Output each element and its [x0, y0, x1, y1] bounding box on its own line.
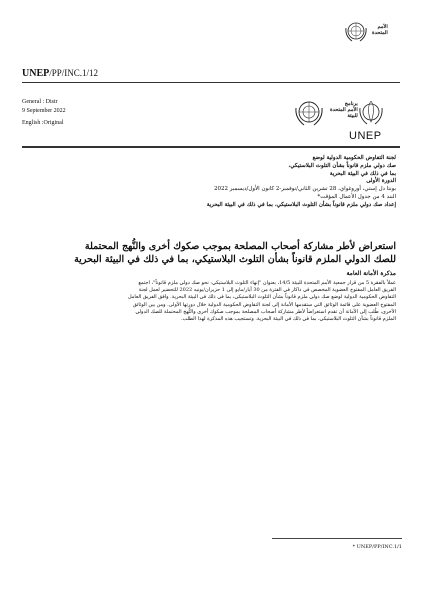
footnote-rule	[272, 538, 402, 539]
header-rule	[22, 82, 400, 83]
document-title	[26, 240, 396, 266]
body-line: التفاوض الحكومية الدولية لوضع صك دولي ملزم قانوناً بشأن التلوث البلاستيكي، بما في ذلك في البيئة البحرية. وافق الفريق العامل	[127, 294, 396, 301]
section-rule	[22, 146, 400, 148]
un-emblem-icon	[293, 98, 325, 128]
body-line: الفريق العامل المفتوح العضوية المخصص في داكار في الفترة من 30 أيار/مايو إلى 1 حزيران/يونيه 2022 للتحضير لعمل لجنة	[138, 287, 396, 294]
body-line: عملاً بالفقرة 5 من قرار جمعية الأمم المتحدة للبيئة 14/5، بعنوان "إنهاء التلوث البلاستيكي: نحو صك دولي ملزم قانوناً"، اجتمع	[138, 280, 396, 286]
distribution-line: General : Distr	[22, 99, 58, 105]
unep-arabic-name	[330, 101, 358, 119]
committee-line: بما في ذلك في البيئة البحرية	[329, 170, 396, 177]
unep-wordmark: UNEP	[349, 130, 382, 142]
unep-logo-icon	[356, 98, 386, 128]
distribution-line: 9 September 2022	[22, 107, 66, 114]
unep-name-line: الأمم المتحدة	[330, 107, 358, 113]
un-name	[372, 24, 388, 36]
body-line: الأخرى، طُلب إلى الأمانة أن تقدم استعراضاً لأطر مشاركة أصحاب المصلحة بموجب صكوك أخرى والنُّهج المحتملة للصك الدولي	[135, 308, 396, 315]
body-line: المفتوح العضوية على قائمة الوثائق التي ستقدمها الأمانة إلى لجنة التفاوض الحكومية الدولية خلال دورتها الأولى. ومن بين الوثائق	[132, 301, 396, 308]
committee-line: الدورة الأولى	[366, 178, 396, 185]
title-line: استعراض لأطر مشاركة أصحاب المصلحة بموجب صكوك أخرى والنُّهج المحتملة	[84, 241, 396, 252]
committee-line: لجنة التفاوض الحكومية الدولية لوضع	[312, 155, 396, 161]
distribution-line: English :Original	[22, 120, 64, 126]
un-name-line: الأمم	[377, 24, 388, 30]
committee-block	[66, 155, 396, 210]
unep-name-line: للبيئة	[347, 113, 358, 119]
meeting-venue-date: بونتا دل إستي، أوروغواي، 28 تشرين الثاني/نوفمبر-2 كانون الأول/ديسمبر 2022	[214, 186, 396, 193]
agenda-item-title: إعداد صك دولي ملزم قانوناً بشأن التلوث البلاستيكي، بما في ذلك في البيئة البحرية	[206, 201, 396, 208]
distribution-block	[22, 98, 66, 128]
footnote: UNEP/PP/INC.1/1 *	[352, 544, 402, 550]
un-name-line: المتحدة	[372, 30, 388, 36]
committee-line: صك دولي ملزم قانوناً بشأن التلوث البلاستيكي،	[288, 162, 396, 169]
body-paragraph	[18, 280, 396, 323]
document-subtitle: مذكرة الأمانة العامة	[346, 270, 396, 277]
title-line: للصك الدولي الملزم قانوناً بشأن التلوث البلاستيكي، بما في ذلك في البيئة البحرية	[74, 254, 396, 265]
unep-name-line: برنامج	[344, 101, 358, 107]
document-symbol-prefix: UNEP	[22, 68, 50, 79]
document-symbol-suffix: /PP/INC.1/12	[49, 68, 98, 78]
agenda-item-number: البند 4 من جدول الأعمال المؤقت*	[317, 193, 396, 200]
body-line: الملزم قانوناً بشأن التلوث البلاستيكي، بما في ذلك في البيئة البحرية. وتستجيب هذه المذكرة لهذا الطلب.	[180, 316, 396, 323]
un-emblem-icon	[343, 20, 369, 44]
document-symbol	[22, 68, 98, 79]
